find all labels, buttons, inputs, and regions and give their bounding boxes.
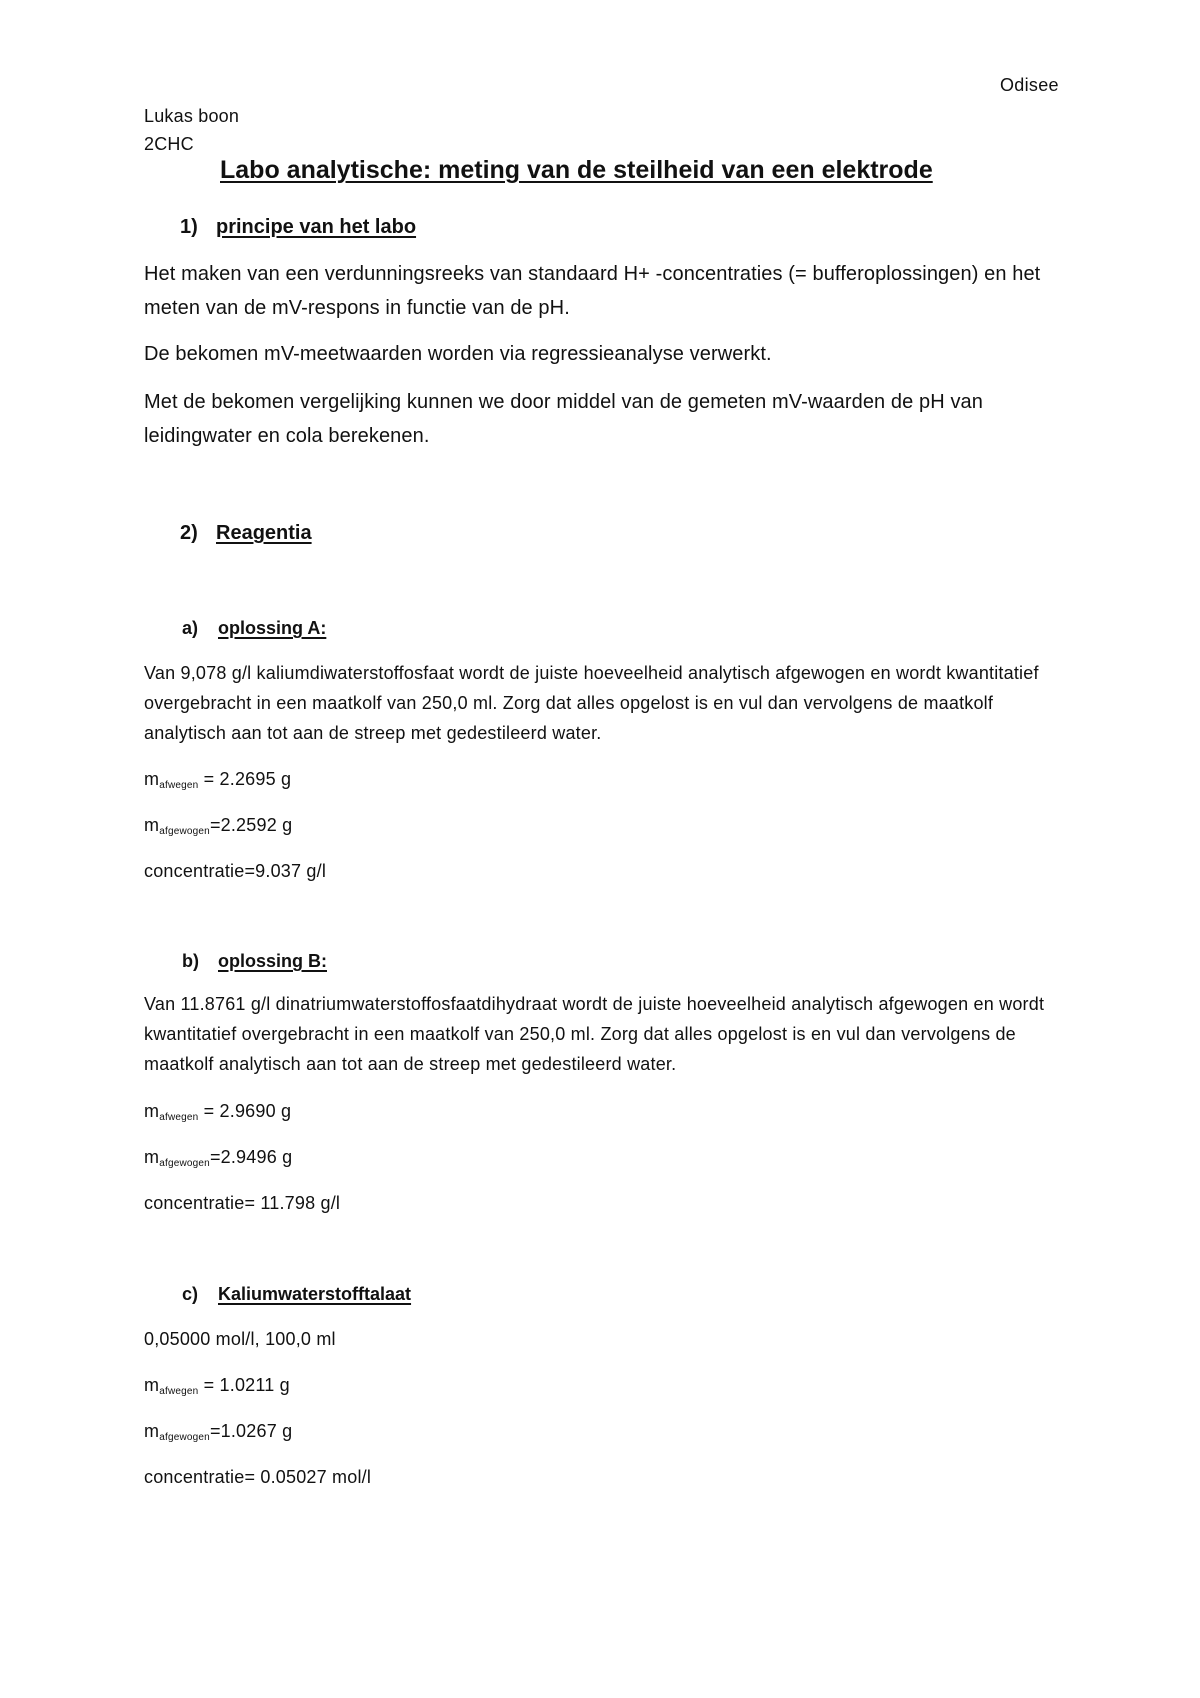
subscript: afgewogen [159, 826, 210, 837]
subsection-a-concentration: concentratie=9.037 g/l [144, 861, 327, 881]
section-1-paragraph-1: Het maken van een verdunningsreeks van standaard H+ -concentraties (= bufferoplossingen) en het meten van de mV-respons in functie van de pH. [144, 263, 1041, 319]
subsection-b-title: oplossing B: [218, 951, 327, 971]
section-1-paragraph-3: Met de bekomen vergelijking kunnen we door middel van de gemeten mV-waarden de pH van leidingwater en cola berekenen. [144, 391, 983, 447]
subsection-c-spec: 0,05000 mol/l, 100,0 ml [144, 1329, 336, 1349]
subsection-c-concentration: concentratie= 0.05027 mol/l [144, 1467, 372, 1487]
subsection-b-mass-weighed: $m_{afgewogen}=2.9496$ g [144, 1147, 293, 1169]
section-1-paragraph-2: De bekomen mV-meetwaarden worden via regressieanalyse verwerkt. [144, 343, 772, 365]
section-1-heading [180, 213, 416, 241]
header-author-block [144, 102, 239, 158]
subscript: afgewogen [159, 1432, 210, 1443]
subsection-c-title: Kaliumwaterstofftalaat [218, 1284, 412, 1304]
section-2-number: 2) [180, 522, 198, 544]
subsection-c-letter: c) [182, 1284, 199, 1304]
section-1-title: principe van het labo [216, 216, 417, 238]
subsection-b-concentration: concentratie= 11.798 g/l [144, 1193, 341, 1213]
subsection-c-mass-weighed: $m_{afgewogen}=1.0267$ g [144, 1421, 293, 1443]
subscript: afgewogen [159, 1158, 210, 1169]
subsection-a-letter: a) [182, 618, 199, 638]
subsection-b-mass-target: $m_{afwegen} = 2.9690$ g [144, 1101, 292, 1123]
subsection-a-text: Van 9,078 g/l kaliumdiwaterstoffosfaat wordt de juiste hoeveelheid analytisch afgewogen en wordt kwantitatief overgebracht in een maatkolf van 250,0 ml. Zorg dat alles opgelost is en vul dan vervolgens de maatkolf analytisch aan tot aan de streep met gedestileerd water. [144, 663, 1039, 743]
subsection-a-mass-weighed: $m_{afgewogen}=2.2592$ g [144, 815, 293, 837]
section-1-number: 1) [180, 216, 198, 238]
class-code: 2CHC [144, 134, 194, 154]
document-title: Labo analytische: meting van de steilheid van een elektrode [220, 156, 933, 184]
section-2-heading [180, 519, 312, 547]
section-2-title: Reagentia [216, 522, 312, 544]
subsection-c-mass-target: $m_{afwegen} = 1.0211$ g [144, 1375, 290, 1397]
subscript: afwegen [159, 780, 199, 791]
subsection-b-letter: b) [182, 951, 199, 971]
subsection-c-heading [182, 1280, 411, 1308]
subsection-b-heading [182, 947, 327, 975]
author-name: Lukas boon [144, 106, 240, 126]
subscript: afwegen [159, 1112, 199, 1123]
subsection-a-heading [182, 614, 326, 642]
subsection-a-title: oplossing A: [218, 618, 327, 638]
subscript: afwegen [159, 1386, 199, 1397]
header-organization: Odisee [1000, 75, 1059, 95]
subsection-b-text: Van 11.8761 g/l dinatriumwaterstoffosfaatdihydraat wordt de juiste hoeveelheid analytisch afgewogen en wordt kwantitatief overgebracht in een maatkolf van 250,0 ml. Zorg dat alles opgelost is en vul dan vervolgens de maatkolf analytisch aan tot aan de streep met gedestileerd water. [144, 994, 1045, 1074]
subsection-a-mass-target: $m_{afwegen} = 2.2695$ g [144, 769, 292, 791]
